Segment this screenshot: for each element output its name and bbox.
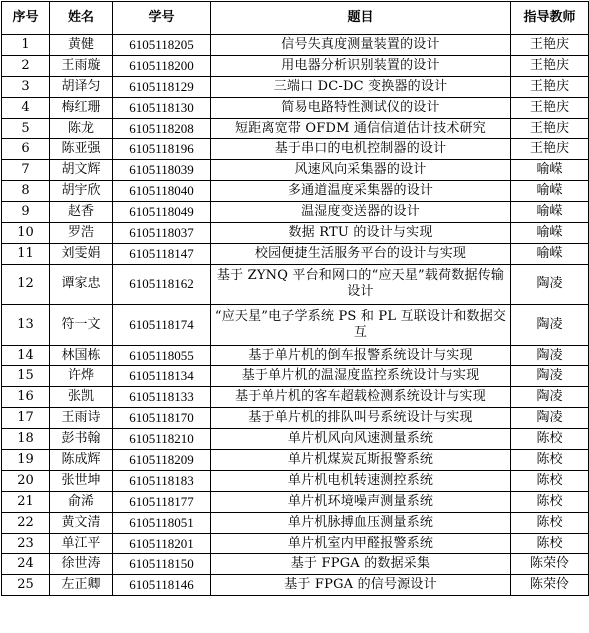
table-row [2, 450, 589, 471]
cell-title: 基于单片机的温湿度监控系统设计与实现 [211, 366, 511, 387]
table-row [2, 470, 589, 491]
cell-advisor: 陶凌 [511, 345, 589, 366]
cell-no: 14 [2, 345, 50, 366]
cell-advisor: 陈荣伶 [511, 575, 589, 596]
cell-title: 基于单片机的客车超载检测系统设计与实现 [211, 387, 511, 408]
cell-name: 陈成辉 [50, 450, 113, 471]
cell-student-id: 6105118051 [113, 512, 211, 533]
table-row [2, 408, 589, 429]
cell-name: 左正卿 [50, 575, 113, 596]
table-row [2, 97, 589, 118]
cell-student-id: 6105118040 [113, 181, 211, 202]
cell-title: 三端口 DC-DC 变换器的设计 [211, 76, 511, 97]
cell-name: 谭家忠 [50, 264, 113, 304]
cell-title: “应天星”电子学系统 PS 和 PL 互联设计和数据交互 [211, 305, 511, 345]
cell-name: 胡文辉 [50, 160, 113, 181]
cell-no: 15 [2, 366, 50, 387]
cell-student-id: 6105118039 [113, 160, 211, 181]
cell-title: 单片机脉搏血压测量系统 [211, 512, 511, 533]
cell-student-id: 6105118210 [113, 429, 211, 450]
cell-title: 基于单片机的排队叫号系统设计与实现 [211, 408, 511, 429]
table-row [2, 181, 589, 202]
cell-title: 单片机煤炭瓦斯报警系统 [211, 450, 511, 471]
cell-no: 17 [2, 408, 50, 429]
cell-title: 简易电路特性测试仪的设计 [211, 97, 511, 118]
cell-student-id: 6105118049 [113, 202, 211, 223]
cell-no: 23 [2, 533, 50, 554]
table-row [2, 223, 589, 244]
header-advisor: 指导教师 [511, 2, 589, 35]
cell-advisor: 陶凌 [511, 387, 589, 408]
cell-student-id: 6105118037 [113, 223, 211, 244]
cell-advisor: 陈校 [511, 512, 589, 533]
cell-advisor: 喻嵘 [511, 202, 589, 223]
cell-advisor: 陈荣伶 [511, 554, 589, 575]
cell-name: 刘雯娟 [50, 243, 113, 264]
cell-name: 罗浩 [50, 223, 113, 244]
cell-no: 25 [2, 575, 50, 596]
cell-name: 陈亚强 [50, 139, 113, 160]
cell-student-id: 6105118055 [113, 345, 211, 366]
cell-advisor: 陈校 [511, 491, 589, 512]
cell-student-id: 6105118201 [113, 533, 211, 554]
cell-advisor: 陶凌 [511, 366, 589, 387]
cell-no: 9 [2, 202, 50, 223]
table-header-row [2, 2, 589, 35]
cell-advisor: 喻嵘 [511, 223, 589, 244]
table-row [2, 554, 589, 575]
cell-no: 20 [2, 470, 50, 491]
table-row [2, 575, 589, 596]
table-row [2, 345, 589, 366]
cell-student-id: 6105118130 [113, 97, 211, 118]
table-row [2, 491, 589, 512]
cell-advisor: 王艳庆 [511, 139, 589, 160]
thesis-assignment-table [1, 1, 589, 596]
table-row [2, 160, 589, 181]
cell-title: 多通道温度采集器的设计 [211, 181, 511, 202]
cell-no: 8 [2, 181, 50, 202]
cell-no: 5 [2, 118, 50, 139]
table-row [2, 35, 589, 56]
cell-no: 3 [2, 76, 50, 97]
cell-advisor: 王艳庆 [511, 76, 589, 97]
cell-name: 张凯 [50, 387, 113, 408]
cell-no: 2 [2, 55, 50, 76]
cell-title: 短距离宽带 OFDM 通信信道估计技术研究 [211, 118, 511, 139]
table-row [2, 512, 589, 533]
cell-student-id: 6105118134 [113, 366, 211, 387]
cell-no: 10 [2, 223, 50, 244]
cell-title: 数据 RTU 的设计与实现 [211, 223, 511, 244]
cell-student-id: 6105118146 [113, 575, 211, 596]
cell-no: 7 [2, 160, 50, 181]
cell-title: 基于单片机的倒车报警系统设计与实现 [211, 345, 511, 366]
cell-title: 单片机电机转速测控系统 [211, 470, 511, 491]
cell-name: 俞浠 [50, 491, 113, 512]
cell-name: 胡宇欣 [50, 181, 113, 202]
cell-student-id: 6105118183 [113, 470, 211, 491]
table-row [2, 533, 589, 554]
cell-student-id: 6105118209 [113, 450, 211, 471]
header-name: 姓名 [50, 2, 113, 35]
cell-title: 单片机风向风速测量系统 [211, 429, 511, 450]
cell-name: 许烨 [50, 366, 113, 387]
cell-name: 梅红珊 [50, 97, 113, 118]
table-row [2, 429, 589, 450]
cell-name: 单江平 [50, 533, 113, 554]
cell-student-id: 6105118196 [113, 139, 211, 160]
cell-no: 21 [2, 491, 50, 512]
cell-advisor: 陶凌 [511, 408, 589, 429]
cell-student-id: 6105118205 [113, 35, 211, 56]
cell-title: 信号失真度测量装置的设计 [211, 35, 511, 56]
cell-advisor: 王艳庆 [511, 55, 589, 76]
cell-name: 徐世涛 [50, 554, 113, 575]
cell-no: 13 [2, 305, 50, 345]
cell-name: 符一文 [50, 305, 113, 345]
cell-name: 张世坤 [50, 470, 113, 491]
table-row [2, 55, 589, 76]
table-body [2, 35, 589, 596]
cell-advisor: 陈校 [511, 429, 589, 450]
table-row [2, 366, 589, 387]
cell-student-id: 6105118133 [113, 387, 211, 408]
cell-name: 赵香 [50, 202, 113, 223]
cell-name: 林国栋 [50, 345, 113, 366]
cell-student-id: 6105118129 [113, 76, 211, 97]
cell-advisor: 陈校 [511, 450, 589, 471]
cell-advisor: 陈校 [511, 470, 589, 491]
cell-name: 王雨诗 [50, 408, 113, 429]
cell-no: 16 [2, 387, 50, 408]
cell-advisor: 王艳庆 [511, 97, 589, 118]
table-row [2, 76, 589, 97]
cell-title: 单片机环境噪声测量系统 [211, 491, 511, 512]
cell-no: 18 [2, 429, 50, 450]
cell-advisor: 陶凌 [511, 305, 589, 345]
cell-advisor: 陶凌 [511, 264, 589, 304]
table-row [2, 202, 589, 223]
cell-no: 19 [2, 450, 50, 471]
cell-student-id: 6105118208 [113, 118, 211, 139]
cell-name: 黄文清 [50, 512, 113, 533]
cell-advisor: 喻嵘 [511, 160, 589, 181]
table-row [2, 243, 589, 264]
cell-student-id: 6105118147 [113, 243, 211, 264]
cell-student-id: 6105118150 [113, 554, 211, 575]
cell-student-id: 6105118162 [113, 264, 211, 304]
table-row [2, 387, 589, 408]
cell-student-id: 6105118200 [113, 55, 211, 76]
table-row [2, 264, 589, 304]
cell-no: 11 [2, 243, 50, 264]
cell-no: 1 [2, 35, 50, 56]
cell-name: 王雨璇 [50, 55, 113, 76]
cell-advisor: 陈校 [511, 533, 589, 554]
cell-title: 基于 ZYNQ 平台和网口的“应天星”载荷数据传输设计 [211, 264, 511, 304]
cell-student-id: 6105118170 [113, 408, 211, 429]
cell-title: 基于串口的电机控制器的设计 [211, 139, 511, 160]
cell-no: 12 [2, 264, 50, 304]
cell-no: 4 [2, 97, 50, 118]
cell-student-id: 6105118177 [113, 491, 211, 512]
cell-advisor: 王艳庆 [511, 35, 589, 56]
cell-advisor: 王艳庆 [511, 118, 589, 139]
cell-name: 黄健 [50, 35, 113, 56]
cell-title: 温湿度变送器的设计 [211, 202, 511, 223]
cell-title: 单片机室内甲醛报警系统 [211, 533, 511, 554]
cell-title: 用电器分析识别装置的设计 [211, 55, 511, 76]
table-row [2, 139, 589, 160]
table-row [2, 118, 589, 139]
cell-no: 24 [2, 554, 50, 575]
cell-advisor: 喻嵘 [511, 243, 589, 264]
cell-no: 22 [2, 512, 50, 533]
cell-advisor: 喻嵘 [511, 181, 589, 202]
header-student-id: 学号 [113, 2, 211, 35]
cell-title: 基于 FPGA 的信号源设计 [211, 575, 511, 596]
cell-title: 基于 FPGA 的数据采集 [211, 554, 511, 575]
cell-title: 风速风向采集器的设计 [211, 160, 511, 181]
cell-title: 校园便捷生活服务平台的设计与实现 [211, 243, 511, 264]
cell-name: 彭书翰 [50, 429, 113, 450]
cell-student-id: 6105118174 [113, 305, 211, 345]
header-title: 题目 [211, 2, 511, 35]
cell-no: 6 [2, 139, 50, 160]
table-row [2, 305, 589, 345]
cell-name: 陈龙 [50, 118, 113, 139]
cell-name: 胡译匀 [50, 76, 113, 97]
header-no: 序号 [2, 2, 50, 35]
